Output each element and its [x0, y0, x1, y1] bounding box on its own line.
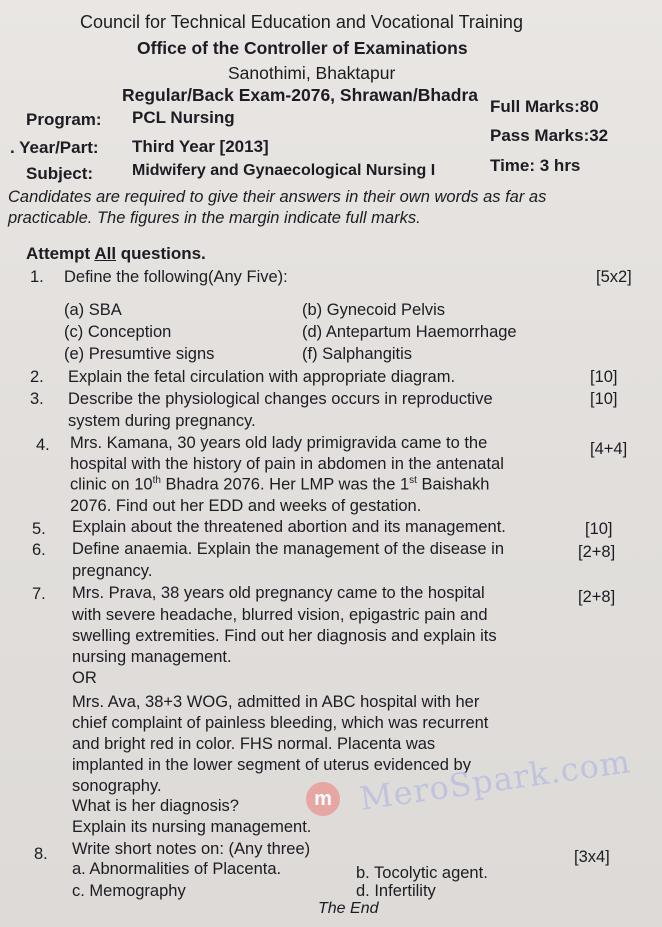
- q1-option-c: (c) Conception: [64, 323, 172, 341]
- question-7-marks: [2+8]: [578, 588, 616, 606]
- question-7-line: nursing management.: [72, 648, 232, 666]
- question-7-line: and bright red in color. FHS normal. Placenta was: [72, 735, 436, 753]
- q1-option-e: (e) Presumtive signs: [64, 345, 215, 363]
- q1-option-f: (f) Salphangitis: [302, 345, 413, 363]
- q1-option-d: (d) Antepartum Haemorrhage: [302, 323, 517, 341]
- program-value: PCL Nursing: [132, 108, 235, 127]
- subject-label: Subject:: [26, 164, 94, 183]
- question-7-line: What is her diagnosis?: [72, 797, 239, 815]
- exam-title: Regular/Back Exam-2076, Shrawan/Bhadra: [122, 85, 478, 105]
- watermark: [306, 742, 634, 818]
- pass-marks: Pass Marks:32: [490, 126, 609, 145]
- question-6-line-2: pregnancy.: [72, 562, 153, 580]
- question-4-line-4: 2076. Find out her EDD and weeks of gestation.: [70, 497, 422, 515]
- question-4-line-2: hospital with the history of pain in abdomen in the antenatal: [70, 455, 504, 473]
- time-allowed: Time: 3 hrs: [490, 156, 581, 175]
- question-7-line: swelling extremities. Find out her diagnosis and explain its: [72, 627, 497, 645]
- question-number: 7.: [32, 585, 46, 603]
- instruction-line-2: practicable. The figures in the margin indicate full marks.: [8, 209, 421, 227]
- question-3-line-2: system during pregnancy.: [68, 412, 256, 430]
- question-7-line: chief complaint of painless bleeding, which was recurrent: [72, 714, 489, 732]
- the-end: The End: [318, 900, 379, 917]
- question-6-marks: [2+8]: [578, 543, 616, 561]
- question-4-line-1: Mrs. Kamana, 30 years old lady primigravida came to the: [70, 434, 488, 452]
- q8-option-d: d. Infertility: [356, 882, 436, 900]
- question-number: 6.: [32, 541, 46, 559]
- watermark-text: MeroSpark.com: [357, 742, 634, 818]
- subject-value: Midwifery and Gynaecological Nursing I: [132, 162, 436, 179]
- attempt-all-heading: Attempt All questions.: [26, 244, 206, 263]
- question-5-marks: [10]: [585, 520, 613, 538]
- question-7-or: OR: [72, 669, 97, 687]
- q8-option-c: c. Memography: [72, 882, 186, 900]
- program-label: Program:: [26, 110, 102, 129]
- q1-option-a: (a) SBA: [64, 301, 122, 319]
- merospark-logo-icon: m: [306, 782, 340, 816]
- question-2-text: Explain the fetal circulation with appropriate diagram.: [68, 368, 456, 386]
- exam-paper: Council for Technical Education and Vocational Training Office of the Controller of Examinations Sanothimi, Bhaktapur Regular/Back Exam-2076, Shrawan/Bhadra Program: PCL Nursing Full Marks:80 . Year/Part: Third Year [2013] Pass Marks:32 Subject: Midwifery and Gynaecological Nursing I Time: 3 hrs Candidates are required to give their answers in their own words as far as practicable. The figures in the margin indicate full marks. Attempt All questions. 1. Define the following(Any Five): [5x2] (a) SBA (b) Gynecoid Pelvis (c) Conception (d) Antepartum Haemorrhage (e) Presumtive signs (f) Salphangitis 2. Explain the fetal circulation with appropriate diagram. [10] 3. Describe the physiological changes occurs in reproductive system during pregnancy. [10] 4. Mrs. Kamana, 30 years old lady primigravida came to the hospital with the history of pain in abdomen in the antenatal clinic on 10th Bhadra 2076. Her LMP was the 1st Baishakh 2076. Find out her EDD and weeks of gestation. [4+4] 5. Explain about the threatened abortion and its management. [10] 6. Define anaemia. Explain the management of the disease in pregnancy. [2+8] 7. Mrs. Prava, 38 years old pregnancy came to the hospital with severe headache, blurred vision, epigastric pain and swelling extremities. Find out her diagnosis and explain its nursing management. OR Mrs. Ava, 38+3 WOG, admitted in ABC hospital with her chief complaint of painless bleeding, which was recurrent and bright red in color. FHS normal. Placenta was implanted in the lower segment of uterus evidenced by sonography. What is her diagnosis? Explain its nursing management. [2+8] 8. Write short notes on: (Any three) [3x4] a. Abnormalities of Placenta. b. Tocolytic agent. c. Memography d. Infertility The End m MeroSpark.com: [0, 0, 662, 927]
- question-5-text: Explain about the threatened abortion and its management.: [72, 518, 506, 536]
- question-4-marks: [4+4]: [590, 440, 628, 458]
- question-number: 1.: [30, 268, 44, 286]
- q8-option-b: b. Tocolytic agent.: [356, 864, 488, 882]
- question-4-line-3: clinic on 10th Bhadra 2076. Her LMP was the 1st Baishakh: [70, 475, 490, 494]
- question-3-line-1: Describe the physiological changes occurs in reproductive: [68, 390, 493, 408]
- question-7-line: with severe headache, blurred vision, epigastric pain and: [72, 606, 488, 624]
- question-8-marks: [3x4]: [574, 848, 610, 866]
- question-8-text: Write short notes on: (Any three): [72, 840, 311, 858]
- year-value: Third Year [2013]: [132, 137, 269, 156]
- question-1-text: Define the following(Any Five):: [64, 268, 288, 286]
- q1-option-b: (b) Gynecoid Pelvis: [302, 301, 446, 319]
- question-7-line: sonography.: [72, 777, 162, 795]
- question-number: 8.: [34, 845, 48, 863]
- question-7-line: Explain its nursing management.: [72, 818, 312, 836]
- question-7-line: implanted in the lower segment of uterus evidenced by: [72, 756, 471, 774]
- question-2-marks: [10]: [590, 368, 618, 386]
- question-6-line-1: Define anaemia. Explain the management of the disease in: [72, 540, 505, 558]
- question-number: 2.: [30, 368, 44, 386]
- question-7-line: Mrs. Prava, 38 years old pregnancy came to the hospital: [72, 584, 485, 602]
- location: Sanothimi, Bhaktapur: [228, 63, 396, 83]
- full-marks: Full Marks:80: [490, 97, 599, 116]
- question-number: 4.: [36, 436, 50, 454]
- question-1-marks: [5x2]: [596, 268, 632, 286]
- question-number: 5.: [32, 520, 46, 538]
- question-3-marks: [10]: [590, 390, 618, 408]
- council-name: Council for Technical Education and Vocational Training: [80, 12, 523, 32]
- instruction-line-1: Candidates are required to give their answers in their own words as far as: [8, 188, 547, 206]
- question-7-line: Mrs. Ava, 38+3 WOG, admitted in ABC hospital with her: [72, 693, 480, 711]
- year-label: Year/Part:: [19, 138, 99, 157]
- q8-option-a: a. Abnormalities of Placenta.: [72, 860, 282, 878]
- question-number: 3.: [30, 390, 44, 408]
- office-name: Office of the Controller of Examinations: [137, 38, 468, 58]
